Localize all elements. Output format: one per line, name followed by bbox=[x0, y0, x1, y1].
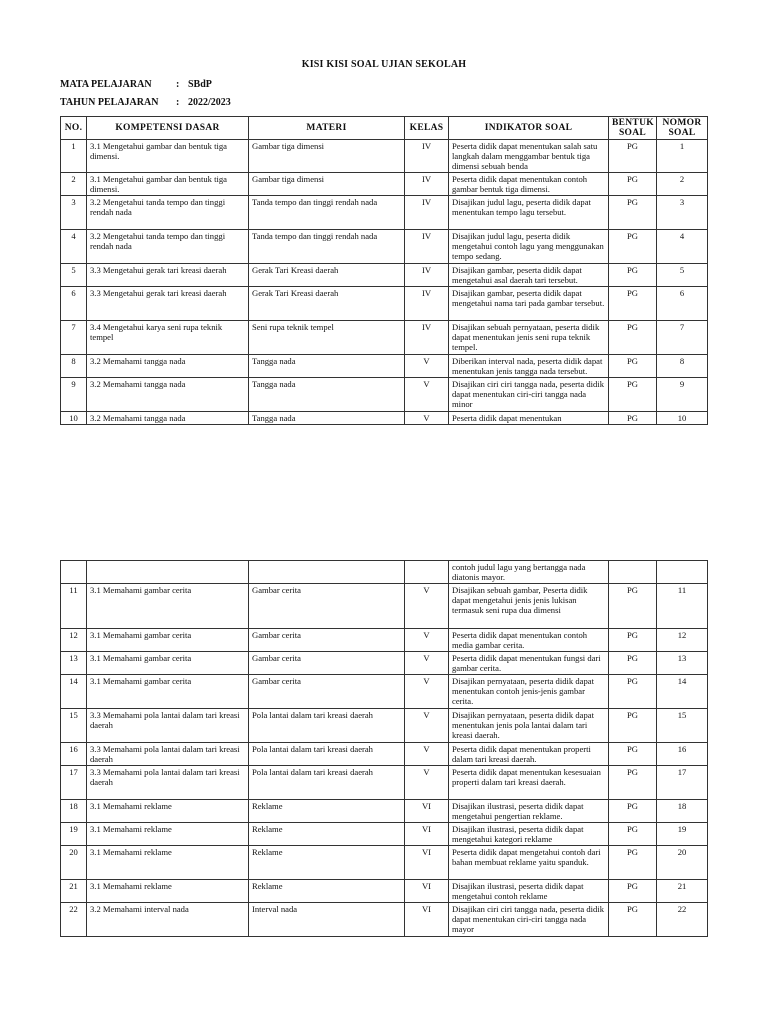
cell-bentuk-soal: PG bbox=[609, 287, 657, 321]
table-row bbox=[61, 196, 708, 230]
cell-indikator-soal: Disajikan ciri ciri tangga nada, peserta didik dapat menentukan ciri-ciri tangga nada mayor bbox=[449, 903, 609, 937]
cell-bentuk-soal: PG bbox=[609, 709, 657, 743]
cell-materi: Pola lantai dalam tari kreasi daerah bbox=[249, 743, 405, 766]
cell-indikator-soal: Disajikan gambar, peserta didik dapat mengetahui nama tari pada gambar tersebut. bbox=[449, 287, 609, 321]
cell-bentuk-soal: PG bbox=[609, 355, 657, 378]
cell-nomor-soal: 12 bbox=[657, 629, 708, 652]
header-no: NO. bbox=[61, 117, 87, 140]
cell-indikator-soal: Disajikan judul lagu, peserta didik dapat menentukan tempo lagu tersebut. bbox=[449, 196, 609, 230]
header-nomor-soal: NOMOR SOAL bbox=[657, 117, 708, 140]
cell-materi: Tanda tempo dan tinggi rendah nada bbox=[249, 196, 405, 230]
cell-indikator-soal: Disajikan pernyataan, peserta didik dapat menentukan contoh jenis-jenis gambar cerita. bbox=[449, 675, 609, 709]
cell-nomor-soal: 1 bbox=[657, 140, 708, 173]
cell-kelas: V bbox=[405, 412, 449, 425]
cell-bentuk-soal: PG bbox=[609, 230, 657, 264]
cell-nomor-soal: 21 bbox=[657, 880, 708, 903]
cell-materi: Pola lantai dalam tari kreasi daerah bbox=[249, 766, 405, 800]
cell-indikator-soal: Disajikan ilustrasi, peserta didik dapat mengetahui contoh reklame bbox=[449, 880, 609, 903]
cell-materi: Reklame bbox=[249, 846, 405, 880]
cell-kompetensi-dasar: 3.2 Mengetahui tanda tempo dan tinggi rendah nada bbox=[87, 196, 249, 230]
cell-nomor-soal: 14 bbox=[657, 675, 708, 709]
cell-kelas: V bbox=[405, 675, 449, 709]
cell-kompetensi-dasar: 3.2 Memahami interval nada bbox=[87, 903, 249, 937]
cell-materi: Gerak Tari Kreasi daerah bbox=[249, 287, 405, 321]
cell-indikator-soal: Peserta didik dapat menentukan salah satu langkah dalam menggambar bentuk tiga dimensi sebuah benda bbox=[449, 140, 609, 173]
cell-kompetensi-dasar: 3.2 Memahami tangga nada bbox=[87, 412, 249, 425]
cell-materi: Gambar cerita bbox=[249, 675, 405, 709]
cell-no: 11 bbox=[61, 584, 87, 629]
table-row bbox=[61, 743, 708, 766]
cell-kompetensi-dasar: 3.2 Memahami tangga nada bbox=[87, 378, 249, 412]
cell-no bbox=[61, 561, 87, 584]
cell-kelas: IV bbox=[405, 321, 449, 355]
table-row bbox=[61, 800, 708, 823]
cell-bentuk-soal: PG bbox=[609, 196, 657, 230]
cell-materi bbox=[249, 561, 405, 584]
cell-indikator-soal: Peserta didik dapat menentukan contoh media gambar cerita. bbox=[449, 629, 609, 652]
table-body-page1 bbox=[61, 140, 708, 425]
cell-no: 20 bbox=[61, 846, 87, 880]
kisi-kisi-table-page2 bbox=[60, 560, 708, 937]
cell-kompetensi-dasar: 3.4 Mengetahui karya seni rupa teknik tempel bbox=[87, 321, 249, 355]
cell-no: 2 bbox=[61, 173, 87, 196]
cell-nomor-soal: 20 bbox=[657, 846, 708, 880]
cell-kelas: IV bbox=[405, 140, 449, 173]
cell-indikator-soal: Disajikan ilustrasi, peserta didik dapat mengetahui kategori reklame bbox=[449, 823, 609, 846]
cell-nomor-soal: 2 bbox=[657, 173, 708, 196]
cell-materi: Pola lantai dalam tari kreasi daerah bbox=[249, 709, 405, 743]
header-kompetensi-dasar: KOMPETENSI DASAR bbox=[87, 117, 249, 140]
cell-nomor-soal: 7 bbox=[657, 321, 708, 355]
cell-materi: Reklame bbox=[249, 800, 405, 823]
cell-bentuk-soal: PG bbox=[609, 800, 657, 823]
cell-bentuk-soal: PG bbox=[609, 652, 657, 675]
cell-indikator-soal: Diberikan interval nada, peserta didik dapat menentukan jenis tangga nada tersebut. bbox=[449, 355, 609, 378]
table-row bbox=[61, 140, 708, 173]
cell-nomor-soal: 10 bbox=[657, 412, 708, 425]
cell-nomor-soal: 8 bbox=[657, 355, 708, 378]
cell-kompetensi-dasar: 3.1 Mengetahui gambar dan bentuk tiga dimensi. bbox=[87, 173, 249, 196]
document-title: KISI KISI SOAL UJIAN SEKOLAH bbox=[301, 59, 467, 70]
cell-nomor-soal: 17 bbox=[657, 766, 708, 800]
cell-indikator-soal: Peserta didik dapat menentukan contoh gambar bentuk tiga dimensi. bbox=[449, 173, 609, 196]
cell-nomor-soal: 19 bbox=[657, 823, 708, 846]
cell-materi: Tanda tempo dan tinggi rendah nada bbox=[249, 230, 405, 264]
meta-subject-row bbox=[60, 79, 212, 90]
cell-no: 5 bbox=[61, 264, 87, 287]
cell-no: 6 bbox=[61, 287, 87, 321]
cell-kelas: VI bbox=[405, 823, 449, 846]
meta-year-value: 2022/2023 bbox=[188, 97, 231, 108]
cell-materi: Gambar cerita bbox=[249, 652, 405, 675]
cell-kelas: IV bbox=[405, 230, 449, 264]
cell-bentuk-soal: PG bbox=[609, 675, 657, 709]
cell-bentuk-soal: PG bbox=[609, 743, 657, 766]
cell-no: 16 bbox=[61, 743, 87, 766]
cell-bentuk-soal: PG bbox=[609, 173, 657, 196]
table-row bbox=[61, 709, 708, 743]
cell-kelas: V bbox=[405, 652, 449, 675]
header-materi: MATERI bbox=[249, 117, 405, 140]
cell-bentuk-soal: PG bbox=[609, 766, 657, 800]
table-row bbox=[61, 675, 708, 709]
cell-nomor-soal: 11 bbox=[657, 584, 708, 629]
cell-no: 10 bbox=[61, 412, 87, 425]
header-bentuk-soal: BENTUK SOAL bbox=[609, 117, 657, 140]
cell-indikator-soal: Peserta didik dapat menentukan properti dalam tari kreasi daerah. bbox=[449, 743, 609, 766]
cell-kompetensi-dasar bbox=[87, 561, 249, 584]
cell-materi: Gambar cerita bbox=[249, 629, 405, 652]
cell-materi: Interval nada bbox=[249, 903, 405, 937]
cell-indikator-soal: Peserta didik dapat menentukan fungsi dari gambar cerita. bbox=[449, 652, 609, 675]
cell-no: 4 bbox=[61, 230, 87, 264]
table-row bbox=[61, 355, 708, 378]
cell-kompetensi-dasar: 3.3 Mengetahui gerak tari kreasi daerah bbox=[87, 264, 249, 287]
table-row bbox=[61, 378, 708, 412]
cell-kelas: V bbox=[405, 584, 449, 629]
cell-materi: Reklame bbox=[249, 880, 405, 903]
table-row bbox=[61, 561, 708, 584]
cell-materi: Gambar tiga dimensi bbox=[249, 173, 405, 196]
cell-nomor-soal: 4 bbox=[657, 230, 708, 264]
cell-kelas: IV bbox=[405, 264, 449, 287]
kisi-kisi-table-page1 bbox=[60, 116, 708, 425]
table-row bbox=[61, 230, 708, 264]
cell-bentuk-soal: PG bbox=[609, 264, 657, 287]
table-row bbox=[61, 652, 708, 675]
cell-kelas: VI bbox=[405, 903, 449, 937]
header-kelas: KELAS bbox=[405, 117, 449, 140]
table-row bbox=[61, 412, 708, 425]
cell-nomor-soal: 9 bbox=[657, 378, 708, 412]
cell-no: 21 bbox=[61, 880, 87, 903]
cell-indikator-soal: Disajikan sebuah pernyataan, peserta didik dapat menentukan jenis seni rupa teknik tempel. bbox=[449, 321, 609, 355]
cell-bentuk-soal: PG bbox=[609, 903, 657, 937]
cell-no: 15 bbox=[61, 709, 87, 743]
cell-indikator-soal: Peserta didik dapat menentukan kesesuaian properti dalam tari kreasi daerah. bbox=[449, 766, 609, 800]
table-row bbox=[61, 287, 708, 321]
cell-kelas: V bbox=[405, 629, 449, 652]
cell-nomor-soal: 22 bbox=[657, 903, 708, 937]
cell-kelas: V bbox=[405, 355, 449, 378]
cell-kelas: VI bbox=[405, 846, 449, 880]
cell-materi: Tangga nada bbox=[249, 412, 405, 425]
cell-kompetensi-dasar: 3.1 Memahami gambar cerita bbox=[87, 652, 249, 675]
cell-kelas: V bbox=[405, 766, 449, 800]
cell-kompetensi-dasar: 3.3 Memahami pola lantai dalam tari kreasi daerah bbox=[87, 709, 249, 743]
cell-no: 22 bbox=[61, 903, 87, 937]
cell-no: 8 bbox=[61, 355, 87, 378]
header-indikator-soal: INDIKATOR SOAL bbox=[449, 117, 609, 140]
cell-indikator-soal: Peserta didik dapat menentukan bbox=[449, 412, 609, 425]
cell-kelas: VI bbox=[405, 880, 449, 903]
cell-bentuk-soal: PG bbox=[609, 321, 657, 355]
cell-materi: Tangga nada bbox=[249, 355, 405, 378]
cell-materi: Gambar cerita bbox=[249, 584, 405, 629]
cell-kompetensi-dasar: 3.2 Memahami tangga nada bbox=[87, 355, 249, 378]
cell-kompetensi-dasar: 3.1 Mengetahui gambar dan bentuk tiga dimensi. bbox=[87, 140, 249, 173]
table-row bbox=[61, 321, 708, 355]
cell-kelas: V bbox=[405, 743, 449, 766]
cell-kelas: V bbox=[405, 378, 449, 412]
meta-year-row bbox=[60, 97, 231, 108]
cell-materi: Tangga nada bbox=[249, 378, 405, 412]
cell-kompetensi-dasar: 3.3 Memahami pola lantai dalam tari kreasi daerah bbox=[87, 766, 249, 800]
table-row bbox=[61, 903, 708, 937]
cell-nomor-soal: 15 bbox=[657, 709, 708, 743]
cell-kompetensi-dasar: 3.1 Memahami reklame bbox=[87, 880, 249, 903]
cell-kelas: IV bbox=[405, 173, 449, 196]
cell-no: 17 bbox=[61, 766, 87, 800]
cell-nomor-soal: 13 bbox=[657, 652, 708, 675]
cell-nomor-soal: 16 bbox=[657, 743, 708, 766]
cell-kelas: V bbox=[405, 709, 449, 743]
cell-indikator-soal: Disajikan judul lagu, peserta didik mengetahui contoh lagu yang menggunakan tempo sedang. bbox=[449, 230, 609, 264]
cell-bentuk-soal: PG bbox=[609, 140, 657, 173]
table-row bbox=[61, 584, 708, 629]
table-row bbox=[61, 629, 708, 652]
cell-indikator-soal: contoh judul lagu yang bertangga nada diatonis mayor. bbox=[449, 561, 609, 584]
cell-bentuk-soal: PG bbox=[609, 629, 657, 652]
cell-indikator-soal: Disajikan ciri ciri tangga nada, peserta didik dapat menentukan ciri-ciri tangga nada minor bbox=[449, 378, 609, 412]
cell-indikator-soal: Disajikan gambar, peserta didik dapat mengetahui asal daerah tari tersebut. bbox=[449, 264, 609, 287]
cell-nomor-soal bbox=[657, 561, 708, 584]
cell-kompetensi-dasar: 3.2 Mengetahui tanda tempo dan tinggi rendah nada bbox=[87, 230, 249, 264]
cell-indikator-soal: Disajikan pernyataan, peserta didik dapat menentukan jenis pola lantai dalam tari kreasi daerah. bbox=[449, 709, 609, 743]
cell-bentuk-soal: PG bbox=[609, 412, 657, 425]
cell-no: 7 bbox=[61, 321, 87, 355]
cell-bentuk-soal bbox=[609, 561, 657, 584]
table-row bbox=[61, 264, 708, 287]
cell-nomor-soal: 5 bbox=[657, 264, 708, 287]
table-row bbox=[61, 173, 708, 196]
table-row bbox=[61, 766, 708, 800]
cell-materi: Gerak Tari Kreasi daerah bbox=[249, 264, 405, 287]
cell-nomor-soal: 18 bbox=[657, 800, 708, 823]
cell-bentuk-soal: PG bbox=[609, 378, 657, 412]
cell-materi: Seni rupa teknik tempel bbox=[249, 321, 405, 355]
table-body-page2 bbox=[61, 561, 708, 937]
cell-bentuk-soal: PG bbox=[609, 584, 657, 629]
cell-kompetensi-dasar: 3.1 Memahami reklame bbox=[87, 800, 249, 823]
meta-year-sep: : bbox=[176, 97, 180, 108]
cell-no: 3 bbox=[61, 196, 87, 230]
cell-kelas: IV bbox=[405, 196, 449, 230]
cell-kelas: IV bbox=[405, 287, 449, 321]
meta-subject-label: MATA PELAJARAN bbox=[60, 79, 152, 90]
cell-no: 13 bbox=[61, 652, 87, 675]
cell-kompetensi-dasar: 3.1 Memahami gambar cerita bbox=[87, 675, 249, 709]
cell-kompetensi-dasar: 3.1 Memahami reklame bbox=[87, 846, 249, 880]
table-row bbox=[61, 880, 708, 903]
cell-kompetensi-dasar: 3.3 Memahami pola lantai dalam tari kreasi daerah bbox=[87, 743, 249, 766]
cell-nomor-soal: 6 bbox=[657, 287, 708, 321]
cell-indikator-soal: Disajikan ilustrasi, peserta didik dapat mengetahui pengertian reklame. bbox=[449, 800, 609, 823]
meta-subject-sep: : bbox=[176, 79, 180, 90]
cell-kompetensi-dasar: 3.1 Memahami gambar cerita bbox=[87, 584, 249, 629]
cell-kompetensi-dasar: 3.1 Memahami reklame bbox=[87, 823, 249, 846]
cell-kompetensi-dasar: 3.1 Memahami gambar cerita bbox=[87, 629, 249, 652]
cell-materi: Reklame bbox=[249, 823, 405, 846]
cell-no: 1 bbox=[61, 140, 87, 173]
cell-no: 9 bbox=[61, 378, 87, 412]
cell-no: 14 bbox=[61, 675, 87, 709]
cell-kelas bbox=[405, 561, 449, 584]
cell-indikator-soal: Disajikan sebuah gambar, Peserta didik dapat mengetahui jenis jenis lukisan termasuk seni rupa dua dimensi bbox=[449, 584, 609, 629]
table-row bbox=[61, 823, 708, 846]
cell-no: 19 bbox=[61, 823, 87, 846]
cell-bentuk-soal: PG bbox=[609, 846, 657, 880]
cell-kelas: VI bbox=[405, 800, 449, 823]
meta-year-label: TAHUN PELAJARAN bbox=[60, 97, 159, 108]
table-row bbox=[61, 846, 708, 880]
cell-bentuk-soal: PG bbox=[609, 823, 657, 846]
cell-kompetensi-dasar: 3.3 Mengetahui gerak tari kreasi daerah bbox=[87, 287, 249, 321]
meta-subject-value: SBdP bbox=[188, 79, 212, 90]
cell-bentuk-soal: PG bbox=[609, 880, 657, 903]
cell-no: 12 bbox=[61, 629, 87, 652]
cell-no: 18 bbox=[61, 800, 87, 823]
table-header-row bbox=[61, 117, 708, 140]
cell-nomor-soal: 3 bbox=[657, 196, 708, 230]
cell-indikator-soal: Peserta didik dapat mengetahui contoh dari bahan membuat reklame yaitu spanduk. bbox=[449, 846, 609, 880]
cell-materi: Gambar tiga dimensi bbox=[249, 140, 405, 173]
